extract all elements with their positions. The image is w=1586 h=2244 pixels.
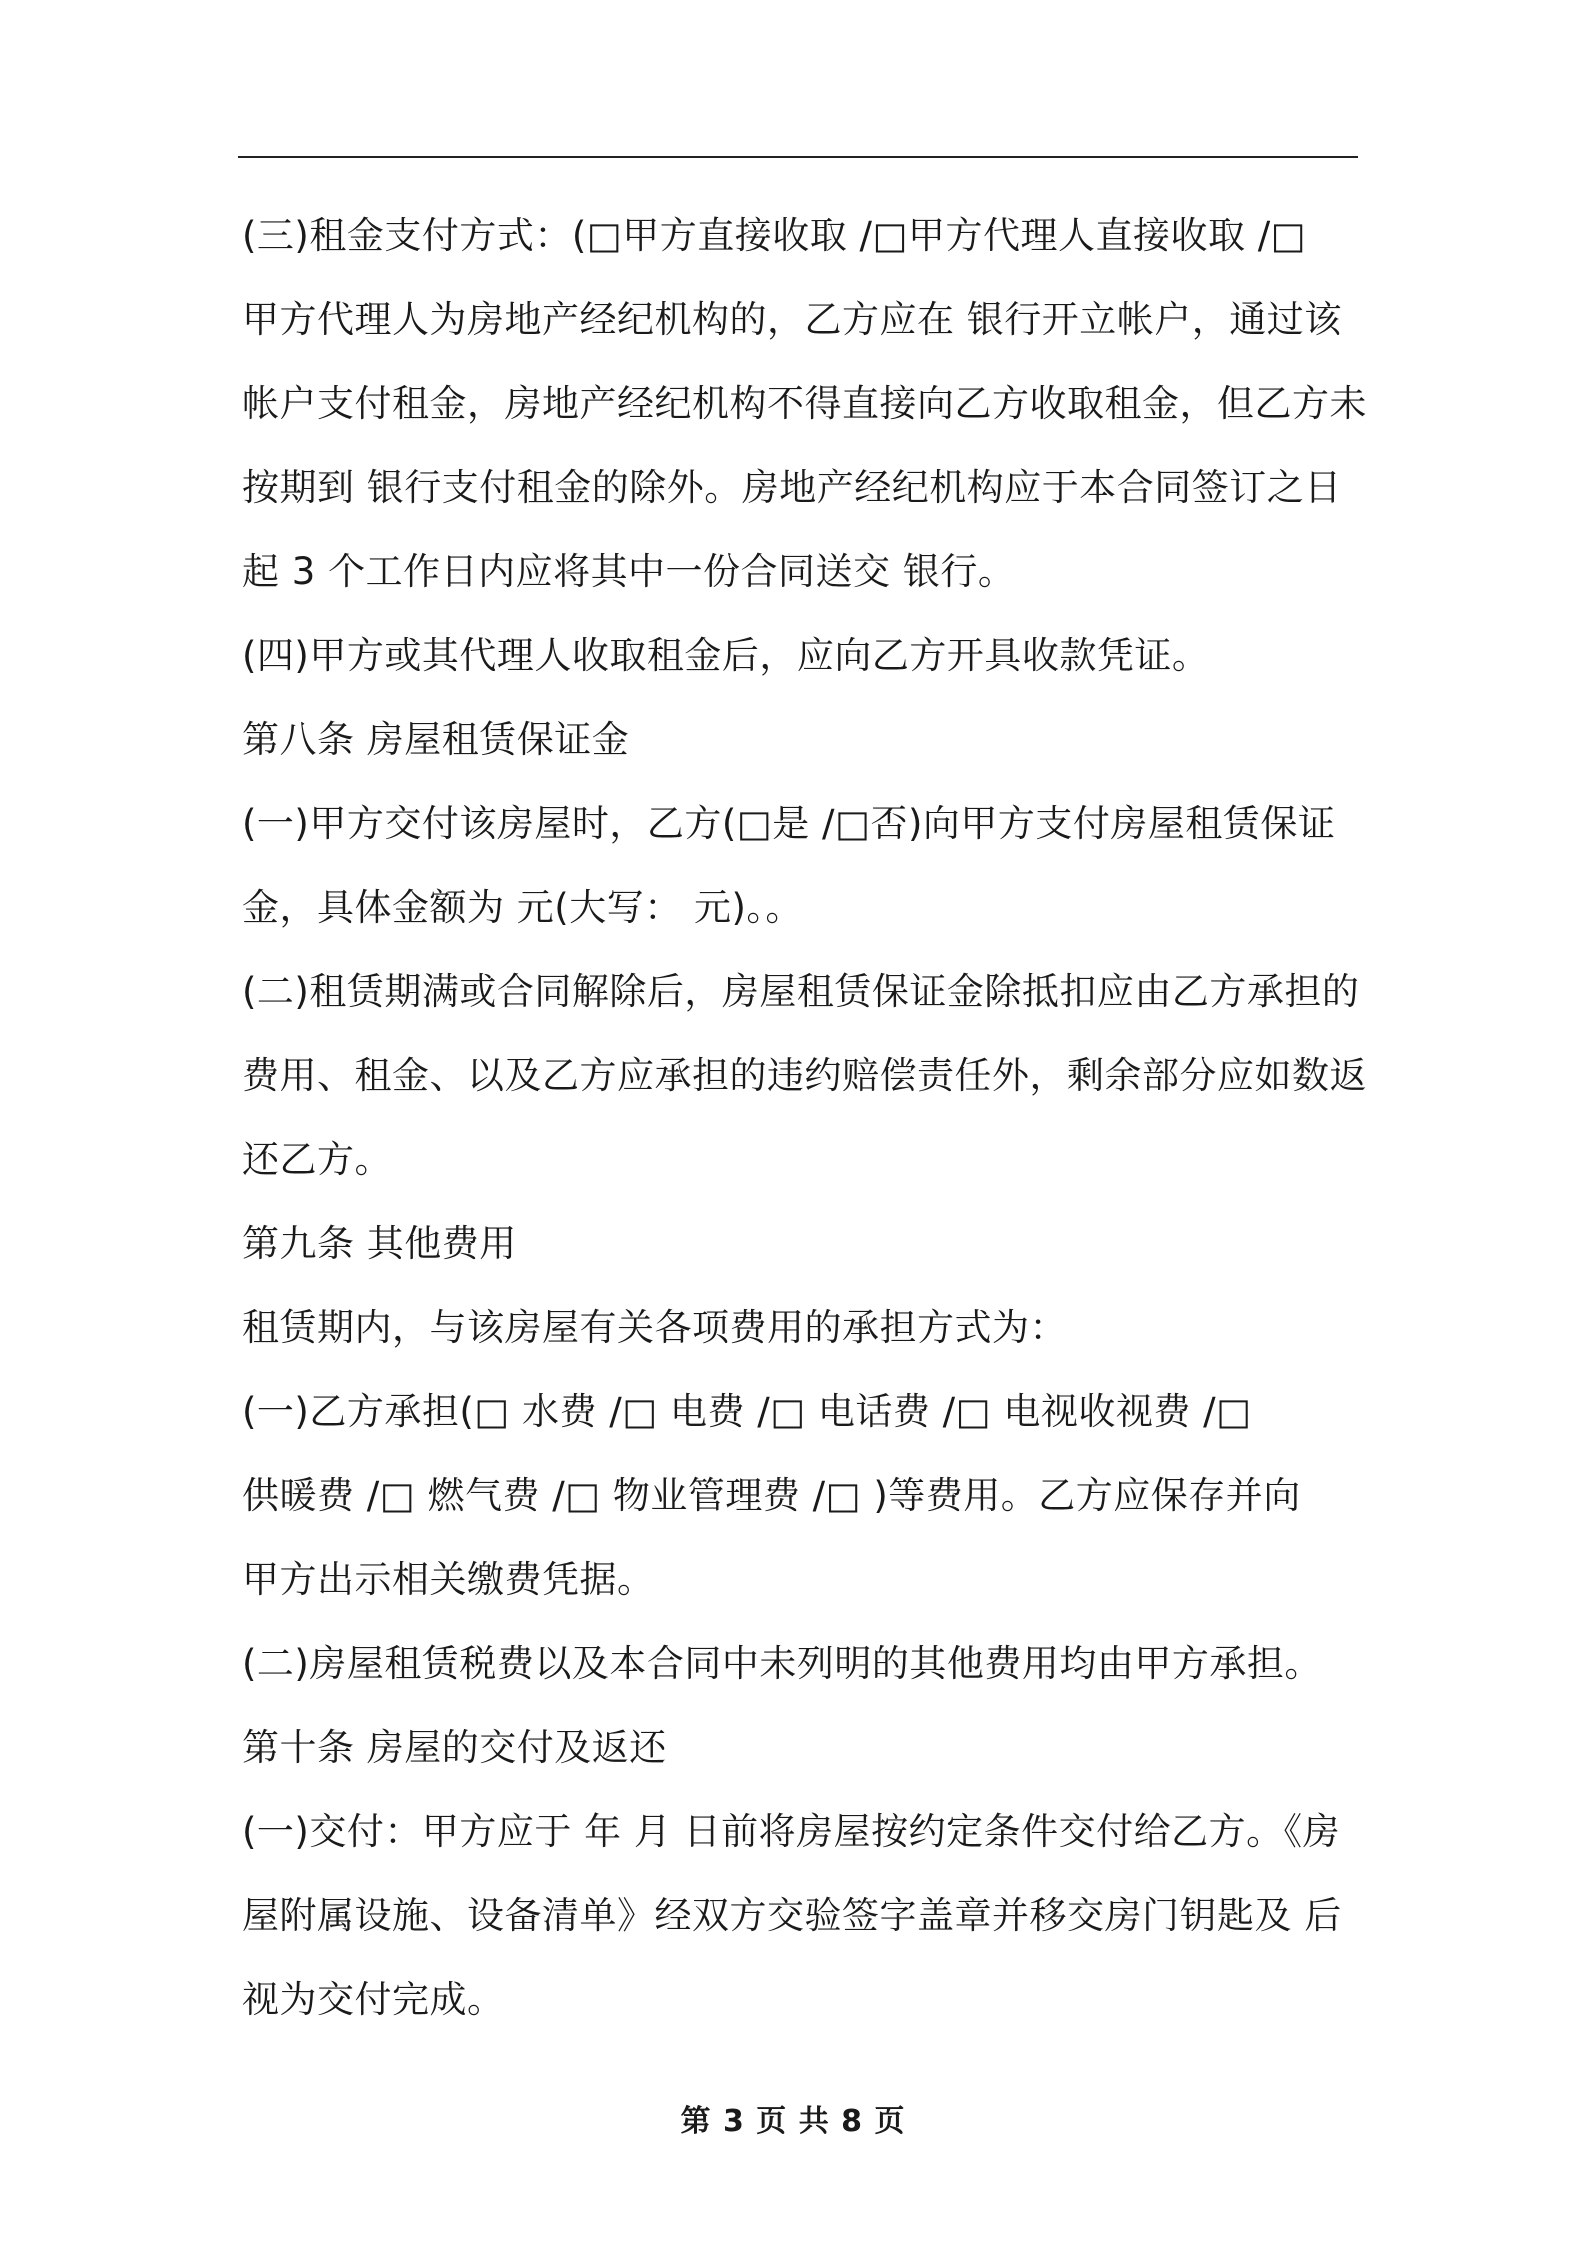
header-rule xyxy=(238,156,1358,158)
text-line: 还乙方。 xyxy=(242,1138,392,1181)
text-line: 按期到 银行支付租金的除外。房地产经纪机构应于本合同签订之日 xyxy=(242,466,1342,509)
text-line: 租赁期内，与该房屋有关各项费用的承担方式为： xyxy=(242,1306,1067,1349)
text-line: (一)交付：甲方应于 年 月 日前将房屋按约定条件交付给乙方。《房 xyxy=(242,1810,1341,1853)
text-line: 金，具体金额为 元(大写： 元)。。 xyxy=(242,886,803,929)
text-line: 甲方出示相关缴费凭据。 xyxy=(242,1558,655,1601)
text-line: (一)甲方交付该房屋时，乙方(□是 /□否)向甲方支付房屋租赁保证 xyxy=(242,802,1336,845)
section-heading: 第十条 房屋的交付及返还 xyxy=(242,1726,667,1769)
text-line: (二)房屋租赁税费以及本合同中未列明的其他费用均由甲方承担。 xyxy=(242,1642,1322,1685)
page-number-footer: 第 3 页 共 8 页 xyxy=(680,2104,906,2139)
text-line: (三)租金支付方式：(□甲方直接收取 /□甲方代理人直接收取 /□ xyxy=(242,214,1307,257)
text-line: (二)租赁期满或合同解除后，房屋租赁保证金除抵扣应由乙方承担的 xyxy=(242,970,1360,1013)
text-line: (一)乙方承担(□ 水费 /□ 电费 /□ 电话费 /□ 电视收视费 /□ xyxy=(242,1390,1252,1433)
text-line: 甲方代理人为房地产经纪机构的，乙方应在 银行开立帐户，通过该 xyxy=(242,298,1342,341)
text-line: 视为交付完成。 xyxy=(242,1978,505,2021)
section-heading: 第九条 其他费用 xyxy=(242,1222,517,1265)
section-heading: 第八条 房屋租赁保证金 xyxy=(242,718,630,761)
text-line: 起 3 个工作日内应将其中一份合同送交 银行。 xyxy=(242,550,1016,593)
body-text xyxy=(242,194,1367,2042)
text-line: (四)甲方或其代理人收取租金后，应向乙方开具收款凭证。 xyxy=(242,634,1210,677)
text-line: 费用、租金、以及乙方应承担的违约赔偿责任外，剩余部分应如数返 xyxy=(242,1054,1367,1097)
text-line: 屋附属设施、设备清单》经双方交验签字盖章并移交房门钥匙及 后 xyxy=(242,1894,1342,1937)
text-line: 供暖费 /□ 燃气费 /□ 物业管理费 /□ )等费用。乙方应保存并向 xyxy=(242,1474,1301,1517)
text-line: 帐户支付租金，房地产经纪机构不得直接向乙方收取租金，但乙方未 xyxy=(242,382,1367,425)
